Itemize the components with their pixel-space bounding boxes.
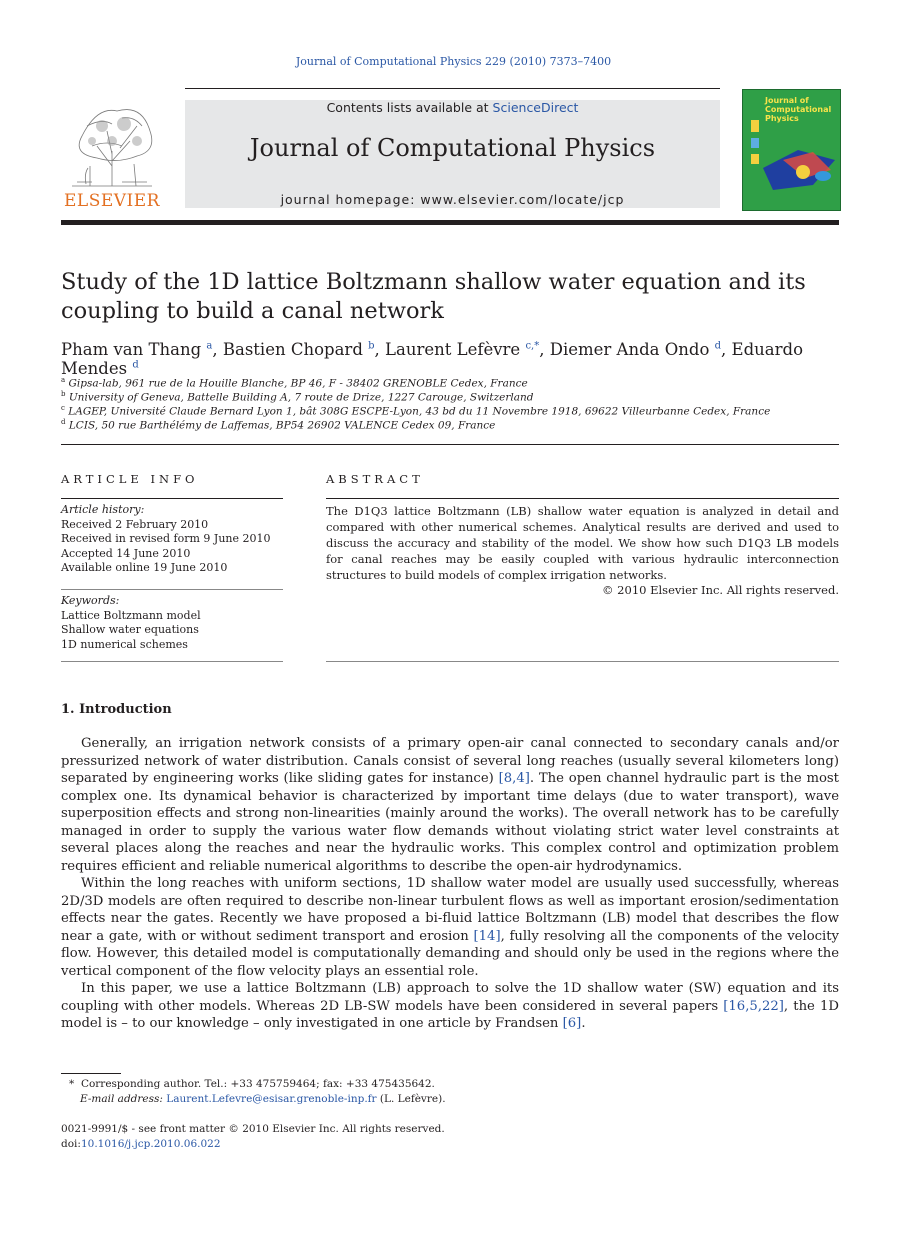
abstract-bottom-rule (326, 661, 839, 662)
citation-link[interactable]: [8,4] (498, 771, 530, 786)
author-email-link[interactable]: Laurent.Lefevre@esisar.grenoble-inp.fr (166, 1092, 377, 1105)
abstract-text: The D1Q3 lattice Boltzmann (LB) shallow water equation is analyzed in detail and compared with other numerical schemes. Analytical results are derived and used to discuss the accuracy and stability of the model. We show how such D1Q3 LB models for canal reaches may be easily coupled with various hydraulic interconnection structures to build models of complex irrigation networks. (326, 504, 839, 582)
contents-prefix: Contents lists available at (326, 100, 493, 115)
abstract-heading: ABSTRACT (326, 472, 424, 486)
received-date: Received 2 February 2010 (61, 517, 209, 531)
article-info-rule (61, 498, 283, 499)
corresponding-author-footnote (61, 1077, 446, 1106)
affiliation-a: $^a$ Gipsa-lab, 961 rue de la Houille Blanche, BP 46, F - 38402 GRENOBLE Cedex, France (61, 376, 528, 390)
issn-line: 0021-9991/$ - see front matter © 2010 Elsevier Inc. All rights reserved. (61, 1123, 445, 1135)
keywords-label: Keywords: (61, 594, 120, 607)
email-label: E-mail address: (80, 1092, 167, 1105)
author-name: Bastien Chopard (222, 340, 363, 359)
email-suffix: (L. Lefèvre). (376, 1092, 446, 1105)
author-affiliation-link[interactable]: d (132, 359, 139, 371)
keywords (61, 594, 283, 652)
journal-cover-image[interactable] (742, 89, 841, 211)
intro-paragraph-2: Within the long reaches with uniform sections, 1D shallow water model are usually used successfully, whereas 2D/3D models are often required to describe non-linear turbulent flows as well as important erosion/sedimentation effects near the gates. Recently we have proposed a bi-fluid lattice Boltzmann (LB) model that describes the flow near a gate, with or without sediment transport and erosion [14], fully resolving all the components of the velocity flow. However, this detailed model is computationally demanding and should only be used in the regions where the vertical component of the flow velocity plays an essential role. (61, 876, 839, 979)
doi-label: doi: (61, 1137, 81, 1150)
author-affiliation-link[interactable]: c,* (525, 340, 540, 352)
keyword-item: Shallow water equations (61, 623, 199, 636)
article-title-line-1: Study of the 1D lattice Boltzmann shallow water equation and its (61, 269, 806, 295)
author-affiliation-link[interactable]: b (368, 340, 375, 352)
abstract-rule (326, 498, 839, 499)
elsevier-wordmark: ELSEVIER (64, 191, 160, 211)
author-name: Laurent Lefèvre (385, 340, 521, 359)
revised-date: Received in revised form 9 June 2010 (61, 532, 271, 545)
author-affiliation-link[interactable]: a (206, 340, 213, 352)
online-date: Available online 19 June 2010 (61, 561, 228, 574)
affiliation-rule (61, 444, 839, 445)
cover-artwork-icon (743, 90, 840, 210)
journal-title: Journal of Computational Physics (249, 134, 656, 162)
journal-homepage-link[interactable]: journal homepage: www.elsevier.com/locate/jcp (280, 192, 625, 207)
header-bottom-rule (61, 220, 839, 225)
journal-reference-link[interactable]: Journal of Computational Physics 229 (2010) 7373–7400 (295, 55, 612, 68)
keyword-item: Lattice Boltzmann model (61, 608, 201, 622)
accepted-date: Accepted 14 June 2010 (61, 546, 191, 560)
author-affiliation-link[interactable]: d (714, 340, 722, 352)
author-list: Pham van Thang $^a$, Bastien Chopard $^b$, Laurent Lefèvre $^{c,*}$, Diemer Anda Ondo $^d$, Eduardo Mendes $^d$ (61, 340, 804, 378)
article-info-bottom-rule (61, 661, 283, 662)
doi-link[interactable]: 10.1016/j.jcp.2010.06.022 (80, 1137, 221, 1150)
affiliation-c: $^c$ LAGEP, Université Claude Bernard Lyon 1, bât 308G ESCPE-Lyon, 43 bd du 11 Novembre 1918, 69622 Villeurbanne Cedex, France (61, 404, 771, 418)
intro-paragraph-1: Generally, an irrigation network consists of a primary open-air canal connected to secondary canals and/or pressurized network of water distribution. Canals consist of several long reaches (usually several kilometers long) separated by engineering works (like sliding gates for instance) [8,4]. The open channel hydraulic part is the most complex one. Its dynamical behavior is characterized by important time delays (due to water transport), wave superposition effects and strong non-linearities (mainly around the works). The overall network has to be carefully managed in order to supply the various water flow demands without violating strict water level constraints at several places along the reaches and near the hydraulic works. This complex control and optimization problem requires efficient and reliable numerical algorithms to describe the open-air hydrodynamics. (61, 736, 839, 874)
article-history (61, 503, 283, 576)
citation-link[interactable]: [6] (562, 1016, 582, 1031)
footnote-rule (61, 1073, 121, 1074)
author-name: Eduardo Mendes (61, 340, 804, 378)
history-label: Article history: (61, 503, 145, 516)
contents-line (185, 100, 720, 115)
citation-link[interactable]: [16,5,22] (723, 998, 784, 1014)
introduction-body (61, 735, 839, 1033)
author-name: Diemer Anda Ondo (549, 340, 710, 359)
sciencedirect-link[interactable]: ScienceDirect (492, 100, 579, 115)
intro-paragraph-3: In this paper, we use a lattice Boltzmann (LB) approach to solve the 1D shallow water (SW) equation and its coupling with other models. Whereas 2D LB-SW models have been considered in several papers [16,5,22], the 1D model is – to our knowledge – only investigated in one article by Frandsen [6]. (61, 981, 839, 1031)
keyword-item: 1D numerical schemes (61, 637, 188, 651)
cover-title: Journal of Computational Physics (765, 96, 832, 123)
citation-link[interactable]: [14] (473, 928, 501, 944)
abstract-copyright: © 2010 Elsevier Inc. All rights reserved. (602, 583, 839, 597)
keywords-rule (61, 589, 283, 590)
affiliation-b: $^b$ University of Geneva, Battelle Building A, 7 route de Drize, 1227 Carouge, Switzerland (61, 390, 534, 404)
corresponding-info: Corresponding author. Tel.: +33 475759464; fax: +33 475435642. (80, 1078, 435, 1090)
article-title-line-2: coupling to build a canal network (61, 298, 444, 324)
article-title (61, 268, 821, 326)
footnote-marker: * (69, 1078, 75, 1090)
header-top-rule (185, 88, 720, 89)
author-name: Pham van Thang (61, 340, 202, 359)
front-matter (61, 1122, 445, 1151)
introduction-heading: 1. Introduction (61, 702, 172, 717)
affiliation-d: $^d$ LCIS, 50 rue Barthélémy de Laffemas, BP54 26902 VALENCE Cedex 09, France (61, 418, 496, 432)
article-info-heading: ARTICLE INFO (61, 472, 199, 486)
